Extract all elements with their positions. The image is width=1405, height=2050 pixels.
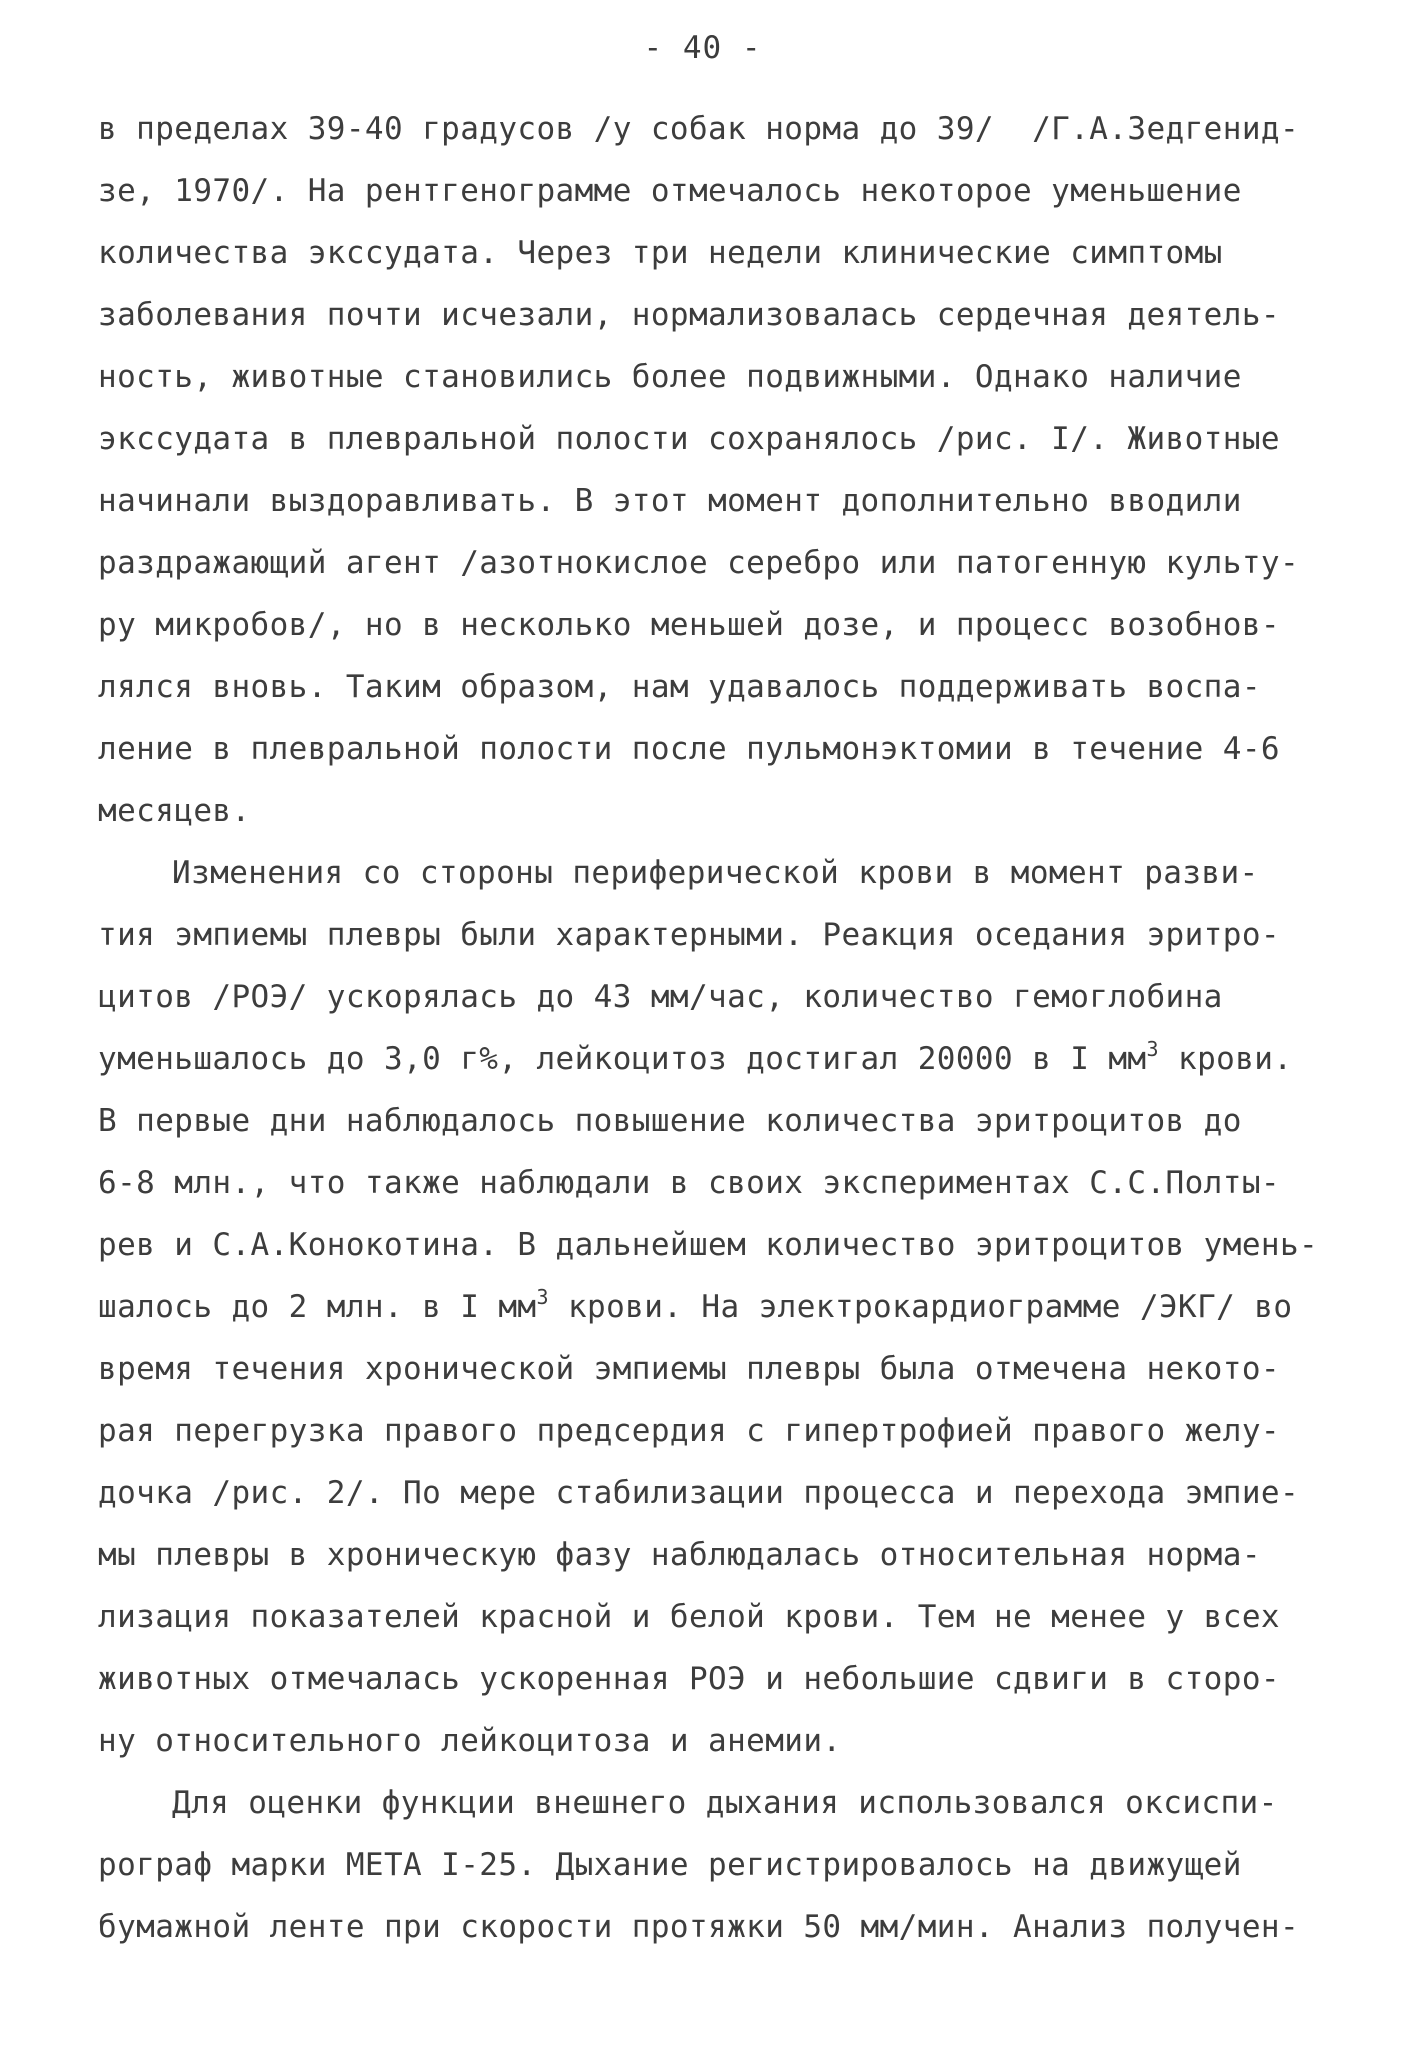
text-line: Изменения со стороны периферической крови в момент разви- xyxy=(172,855,1259,891)
text-line-tail: крови. xyxy=(1158,1041,1293,1077)
page-number: - 40 - xyxy=(643,30,762,66)
text-line: лизация показателей красной и белой крови. Тем не менее у всех xyxy=(98,1599,1280,1635)
text-line: цитов /РОЭ/ ускорялась до 43 мм/час, количество гемоглобина xyxy=(98,979,1223,1015)
text-line: экссудата в плевральной полости сохранялось /рис. I/. Животные xyxy=(98,421,1280,457)
text-line: в пределах 39-40 градусов /у собак норма до 39/ /Г.А.Зедгенид- xyxy=(98,111,1300,147)
text-line: количества экссудата. Через три недели клинические симптомы xyxy=(98,235,1223,271)
text-line-main: уменьшалось до 3,0 г%, лейкоцитоз достигал 20000 в I мм xyxy=(98,1041,1147,1077)
text-line: начинали выздоравливать. В этот момент дополнительно вводили xyxy=(98,483,1242,519)
text-line: ру микробов/, но в несколько меньшей дозе, и процесс возобнов- xyxy=(98,607,1280,643)
text-line: время течения хронической эмпиемы плевры была отмечена некото- xyxy=(98,1351,1280,1387)
text-line: тия эмпиемы плевры были характерными. Реакция оседания эритро- xyxy=(98,917,1280,953)
text-line: зе, 1970/. На рентгенограмме отмечалось некоторое уменьшение xyxy=(98,173,1242,209)
text-line: ность, животные становились более подвижными. Однако наличие xyxy=(98,359,1242,395)
text-line: 6-8 млн., что также наблюдали в своих экспериментах С.С.Полты- xyxy=(98,1165,1280,1201)
text-line xyxy=(98,1276,1298,1338)
text-line: мы плевры в хроническую фазу наблюдалась относительная норма- xyxy=(98,1537,1261,1573)
text-line xyxy=(98,1028,1298,1090)
superscript: 3 xyxy=(1146,1036,1159,1061)
text-line: заболевания почти исчезали, нормализовалась сердечная деятель- xyxy=(98,297,1280,333)
paragraph-2 xyxy=(98,842,1319,1772)
superscript: 3 xyxy=(536,1284,549,1309)
text-line: дочка /рис. 2/. По мере стабилизации процесса и перехода эмпие- xyxy=(98,1475,1300,1511)
body-text xyxy=(98,98,1319,1958)
text-line: рограф марки МЕТА I-25. Дыхание регистрировалось на движущей xyxy=(98,1847,1242,1883)
text-line: Для оценки функции внешнего дыхания использовался оксиспи- xyxy=(172,1785,1278,1821)
paragraph-1 xyxy=(98,98,1298,842)
text-line: рая перегрузка правого предсердия с гипертрофией правого желу- xyxy=(98,1413,1280,1449)
text-line: ну относительного лейкоцитоза и анемии. xyxy=(98,1723,842,1759)
text-line: В первые дни наблюдалось повышение количества эритроцитов до xyxy=(98,1103,1242,1139)
text-line: месяцев. xyxy=(98,793,251,829)
text-line-tail: крови. На электрокардиограмме /ЭКГ/ во xyxy=(548,1289,1293,1325)
text-line-main: шалось до 2 млн. в I мм xyxy=(98,1289,537,1325)
text-line: животных отмечалась ускоренная РОЭ и небольшие сдвиги в сторо- xyxy=(98,1661,1280,1697)
text-line: ление в плевральной полости после пульмонэктомии в течение 4-6 xyxy=(98,731,1280,767)
text-line: лялся вновь. Таким образом, нам удавалось поддерживать воспа- xyxy=(98,669,1261,705)
text-line: рев и С.А.Конокотина. В дальнейшем количество эритроцитов умень- xyxy=(98,1227,1319,1263)
text-line: бумажной ленте при скорости протяжки 50 мм/мин. Анализ получен- xyxy=(98,1909,1300,1945)
text-line: раздражающий агент /азотнокислое серебро или патогенную культу- xyxy=(98,545,1300,581)
paragraph-3 xyxy=(98,1772,1298,1958)
